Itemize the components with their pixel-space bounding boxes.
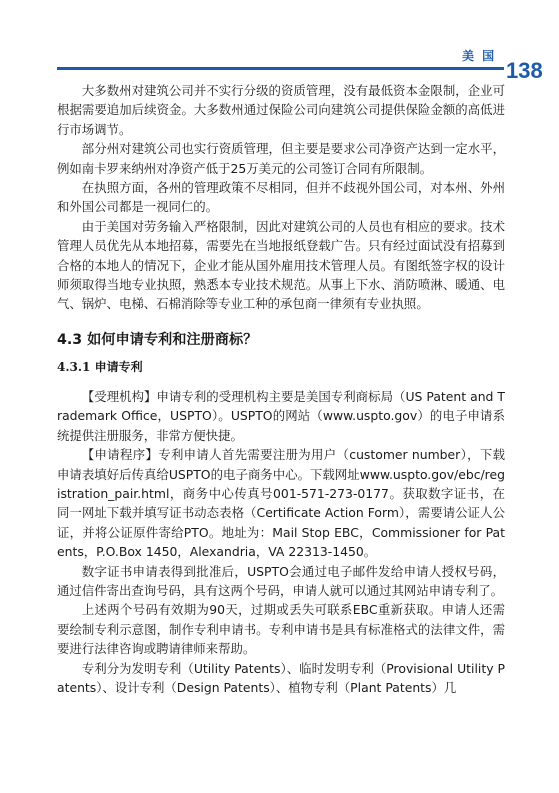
header-divider [57, 67, 504, 70]
body-paragraph: 部分州对建筑公司也实行资质管理，但主要是要求公司净资产达到一定水平，例如南卡罗来纳州对净资产低于25万美元的公司签订合同有所限制。 [57, 141, 505, 176]
running-header-title: 美 国 [462, 49, 497, 63]
body-paragraph: 大多数州对建筑公司并不实行分级的资质管理，没有最低资本金限制，企业可根据需要追加后续资金。大多数州通过保险公司向建筑公司提供保险金额的高低进行市场调节。 [57, 83, 505, 137]
body-paragraph: 专利分为发明专利（Utility Patents）、临时发明专利（Provisional Utility Patents）、设计专利（Design Patents）、植物专利（Plant Patents）几 [57, 660, 505, 695]
body-paragraph: 上述两个号码有效期为90天，过期或丢失可联系EBC重新获取。申请人还需要绘制专利示意图，制作专利申请书。专利申请书是具有标准格式的法律文件，需要进行法律咨询或聘请律师来帮助。 [57, 602, 505, 657]
body-paragraph: 【申请程序】专利申请人首先需要注册为用户（customer number），下载申请表填好后传真给USPTO的电子商务中心。下载网址www.uspto.gov/ebc/registration_pair.html，商务中心传真号001-571-273-0177。获取数字证书，在同一网址下载并填写证书动态表格（Certificate Action Form），需要请公证人公证，并将公证原件寄给PTO。地址为：Mail Stop EBC，Commissioner for Patents，P.O.Box 1450，Alexandria，VA 22313-1450。 [57, 447, 505, 560]
page-body [57, 81, 505, 697]
subsection-heading: 4.3.1 申请专利 [57, 359, 143, 374]
body-paragraph: 【受理机构】申请专利的受理机构主要是美国专利商标局（US Patent and Trademark Office，USPTO）。USPTO的网站（www.uspto.gov）的电子申请系统提供注册服务，非常方便快捷。 [57, 388, 505, 443]
body-paragraph: 数字证书申请表得到批准后，USPTO会通过电子邮件发给申请人授权号码，通过信件寄出查询号码，具有这两个号码，申请人就可以通过其网站申请专利了。 [57, 563, 505, 598]
page-number: 138 [506, 58, 543, 83]
section-heading: 4.3 如何申请专利和注册商标？ [57, 331, 258, 348]
body-paragraph: 在执照方面，各州的管理政策不尽相同，但并不歧视外国公司，对本州、外州和外国公司都是一视同仁的。 [57, 180, 505, 215]
body-paragraph: 由于美国对劳务输入严格限制，因此对建筑公司的人员也有相应的要求。技术管理人员优先从本地招募，需要先在当地报纸登载广告。只有经过面试没有招募到合格的本地人的情况下，企业才能从国外雇用技术管理人员。有图纸签字权的设计师须取得当地专业执照，熟悉本专业技术规范。从事上下水、消防喷淋、暖通、电气、锅炉、电梯、石棉消除等专业工种的承包商一律须有专业执照。 [57, 218, 505, 312]
